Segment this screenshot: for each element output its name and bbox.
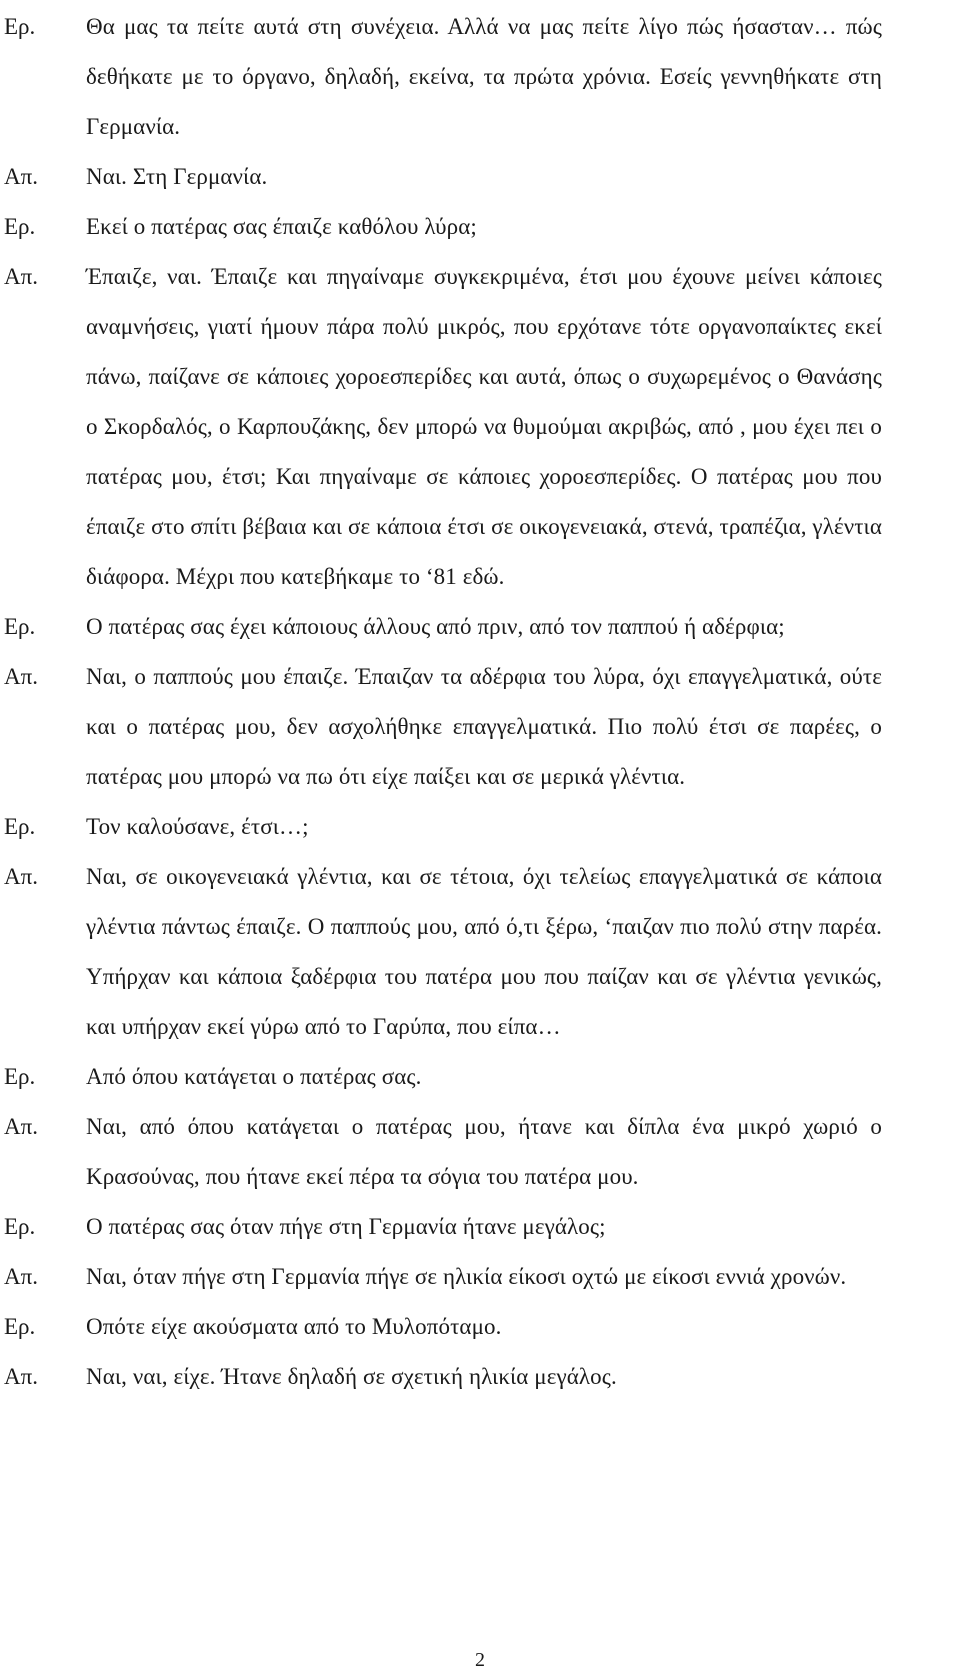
dialogue-turn (4, 852, 956, 1052)
dialogue-turn (4, 802, 956, 852)
speaker-label: Απ. (4, 864, 38, 889)
utterance-text: Ναι, σε οικογενειακά γλέντια, και σε τέτοια, όχι τελείως επαγγελματικά σε κάποια γλέντια πάντως έπαιζε. Ο παππούς μου, από ό,τι ξέρω, ‘παιζαν πιο πολύ στην παρέα. Υπήρχαν και κάποια ξαδέρφια του πατέρα μου που παίζαν και σε γλέντια γενικώς, και υπήρχαν εκεί γύρω από το Γαρύπα, που είπα… (86, 864, 882, 1039)
speaker-label: Ερ. (4, 614, 36, 639)
speaker-label: Απ. (4, 664, 38, 689)
speaker-label: Ερ. (4, 1314, 36, 1339)
dialogue-turn (4, 2, 956, 152)
utterance-text: Τον καλούσανε, έτσι…; (86, 814, 309, 839)
speaker-label: Απ. (4, 164, 38, 189)
utterance-text: Οπότε είχε ακούσματα από το Μυλοπόταμο. (86, 1314, 502, 1339)
speaker-label: Απ. (4, 1264, 38, 1289)
interview-transcript (4, 2, 956, 1402)
page-number: 2 (475, 1649, 485, 1671)
dialogue-turn (4, 1302, 956, 1352)
speaker-label: Απ. (4, 1364, 38, 1389)
utterance-text: Ναι. Στη Γερμανία. (86, 164, 268, 189)
utterance-text: Από όπου κατάγεται ο πατέρας σας. (86, 1064, 422, 1089)
utterance-text: Εκεί ο πατέρας σας έπαιζε καθόλου λύρα; (86, 214, 477, 239)
dialogue-turn (4, 252, 956, 602)
speaker-label: Ερ. (4, 814, 36, 839)
utterance-text: Ο πατέρας σας όταν πήγε στη Γερμανία ήτανε μεγάλος; (86, 1214, 606, 1239)
utterance-text: Ναι, όταν πήγε στη Γερμανία πήγε σε ηλικία είκοσι οχτώ με είκοσι εννιά χρονών. (86, 1264, 847, 1289)
speaker-label: Ερ. (4, 1064, 36, 1089)
utterance-text: Ναι, ναι, είχε. Ήτανε δηλαδή σε σχετική ηλικία μεγάλος. (86, 1364, 617, 1389)
dialogue-turn (4, 152, 956, 202)
dialogue-turn (4, 1252, 956, 1302)
utterance-text: Θα μας τα πείτε αυτά στη συνέχεια. Αλλά να μας πείτε λίγο πώς ήσασταν… πώς δεθήκατε με το όργανο, δηλαδή, εκείνα, τα πρώτα χρόνια. Εσείς γεννηθήκατε στη Γερμανία. (86, 14, 882, 139)
speaker-label: Απ. (4, 264, 38, 289)
dialogue-turn (4, 202, 956, 252)
speaker-label: Ερ. (4, 1214, 36, 1239)
utterance-text: Έπαιζε, ναι. Έπαιζε και πηγαίναμε συγκεκριμένα, έτσι μου έχουνε μείνει κάποιες αναμνήσεις, γιατί ήμουν πάρα πολύ μικρός, που ερχότανε τότε οργανοπαίκτες εκεί πάνω, παίζανε σε κάποιες χοροεσπερίδες και αυτά, όπως ο συχωρεμένος ο Θανάσης ο Σκορδαλός, ο Καρπουζάκης, δεν μπορώ να θυμούμαι ακριβώς, από , μου έχει πει ο πατέρας μου, έτσι; Και πηγαίναμε σε κάποιες χοροεσπερίδες. Ο πατέρας μου που έπαιζε στο σπίτι βέβαια και σε κάποια έτσι σε οικογενειακά, στενά, τραπέζια, γλέντια διάφορα. Μέχρι που κατεβήκαμε το ‘81 εδώ. (86, 264, 882, 589)
speaker-label: Ερ. (4, 14, 36, 39)
utterance-text: Ο πατέρας σας έχει κάποιους άλλους από πριν, από τον παππού ή αδέρφια; (86, 614, 785, 639)
dialogue-turn (4, 1202, 956, 1252)
speaker-label: Απ. (4, 1114, 38, 1139)
dialogue-turn (4, 652, 956, 802)
dialogue-turn (4, 1052, 956, 1102)
dialogue-turn (4, 1102, 956, 1202)
dialogue-turn (4, 1352, 956, 1402)
speaker-label: Ερ. (4, 214, 36, 239)
utterance-text: Ναι, από όπου κατάγεται ο πατέρας μου, ήτανε και δίπλα ένα μικρό χωριό ο Κρασούνας, που ήτανε εκεί πέρα τα σόγια του πατέρα μου. (86, 1114, 882, 1189)
utterance-text: Ναι, ο παππούς μου έπαιζε. Έπαιζαν τα αδέρφια του λύρα, όχι επαγγελματικά, ούτε και ο πατέρας μου, δεν ασχολήθηκε επαγγελματικά. Πιο πολύ έτσι σε παρέες, ο πατέρας μου μπορώ να πω ότι είχε παίξει και σε μερικά γλέντια. (86, 664, 882, 789)
dialogue-turn (4, 602, 956, 652)
